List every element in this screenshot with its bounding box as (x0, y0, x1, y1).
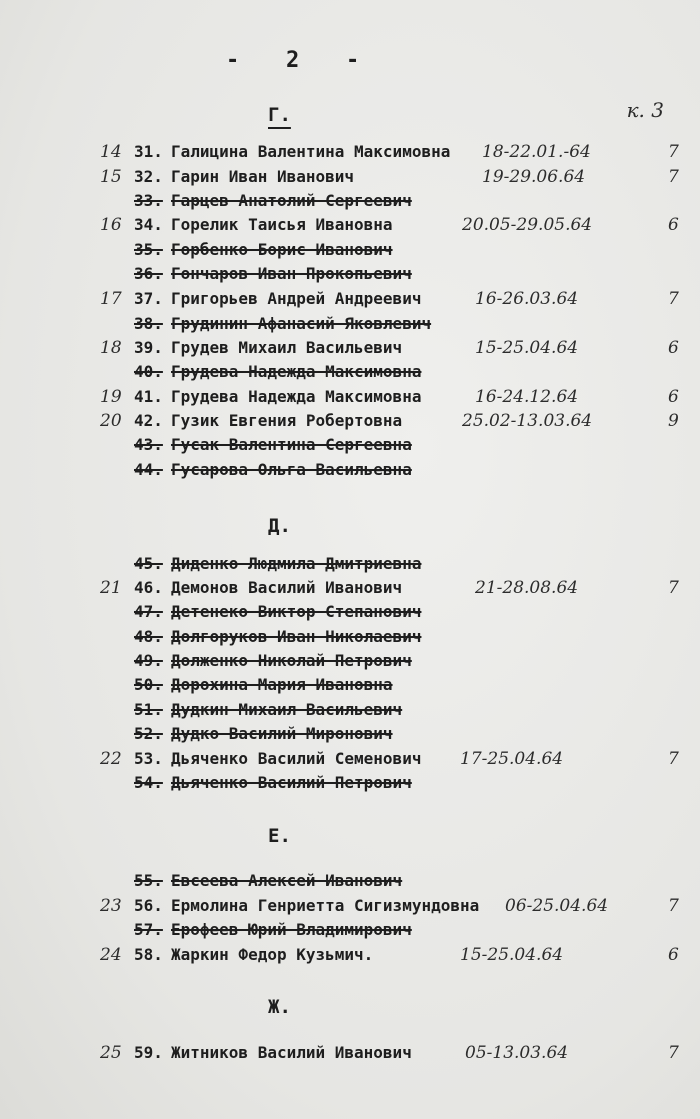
entry-name: Гузик Евгения Робертовна (171, 411, 403, 430)
entry-name: Горбенко Борис Иванович (171, 240, 393, 259)
section-heading-e: Е. (268, 825, 291, 847)
entry-dates: 16-26.03.64 (475, 289, 579, 309)
list-item (0, 627, 700, 651)
entry-number: 51. (134, 700, 163, 719)
header-dash-right: - (346, 48, 360, 73)
entry-days: 7 (668, 167, 679, 187)
entry-days: 7 (668, 896, 679, 916)
entry-dates: 15-25.04.64 (475, 338, 579, 358)
entry-index: 15 (100, 167, 122, 187)
list-item (0, 289, 700, 313)
entry-number: 32. (134, 167, 163, 186)
entry-dates: 17-25.04.64 (460, 749, 564, 769)
header-dash-left: - (226, 48, 240, 73)
entry-name: Галицина Валентина Максимовна (171, 142, 451, 161)
entry-index: 14 (100, 142, 122, 162)
entry-name: Грудинин Афанасий Яковлевич (171, 314, 432, 333)
entry-number: 43. (134, 435, 163, 454)
list-item (0, 142, 700, 166)
list-item (0, 896, 700, 920)
entry-days: 7 (668, 289, 679, 309)
entry-number: 47. (134, 602, 163, 621)
entry-number: 56. (134, 896, 163, 915)
entry-name: Ермолина Генриетта Сигизмундовна (171, 896, 480, 915)
list-item (0, 675, 700, 699)
entry-number: 52. (134, 724, 163, 743)
entry-number: 35. (134, 240, 163, 259)
list-item (0, 314, 700, 338)
entry-index: 22 (100, 749, 122, 769)
entry-name: Евсеева Алексей Иванович (171, 871, 403, 890)
entry-name: Гусак Валентина Сергеевна (171, 435, 412, 454)
list-item (0, 749, 700, 773)
entry-number: 45. (134, 554, 163, 573)
list-item (0, 700, 700, 724)
entry-name: Дьяченко Василий Петрович (171, 773, 412, 792)
entry-index: 17 (100, 289, 122, 309)
list-item (0, 191, 700, 215)
entry-name: Диденко Людмила Дмитриевна (171, 554, 422, 573)
entry-dates: 05-13.03.64 (465, 1043, 569, 1063)
entry-dates: 06-25.04.64 (505, 896, 609, 916)
list-item (0, 240, 700, 264)
entry-name: Гарцев Анатолий Сергеевич (171, 191, 412, 210)
entry-index: 25 (100, 1043, 122, 1063)
list-item (0, 167, 700, 191)
entry-index: 24 (100, 945, 122, 965)
entry-name: Дорохина Мария Ивановна (171, 675, 393, 694)
entry-name: Горелик Таисья Ивановна (171, 215, 393, 234)
entry-number: 42. (134, 411, 163, 430)
entry-days: 6 (668, 215, 679, 235)
section-heading-d: Д. (268, 515, 291, 537)
entry-name: Детенеко Виктор Степанович (171, 602, 422, 621)
entry-number: 36. (134, 264, 163, 283)
list-item (0, 411, 700, 435)
entry-name: Гарин Иван Иванович (171, 167, 355, 186)
entry-days: 6 (668, 387, 679, 407)
list-item (0, 773, 700, 797)
entry-dates: 25.02-13.03.64 (462, 411, 593, 431)
list-item (0, 460, 700, 484)
entry-index: 18 (100, 338, 122, 358)
sheet-note: к. 3 (626, 98, 664, 122)
entry-days: 7 (668, 578, 679, 598)
list-item (0, 1043, 700, 1067)
entry-number: 59. (134, 1043, 163, 1062)
entry-number: 39. (134, 338, 163, 357)
entry-name: Грудева Надежда Максимовна (171, 387, 422, 406)
entry-dates: 16-24.12.64 (475, 387, 579, 407)
entry-index: 20 (100, 411, 122, 431)
entry-name: Дудко Василий Миронович (171, 724, 393, 743)
list-item (0, 871, 700, 895)
entry-number: 33. (134, 191, 163, 210)
entry-index: 23 (100, 896, 122, 916)
list-item (0, 554, 700, 578)
entry-name: Житников Василий Иванович (171, 1043, 412, 1062)
list-item (0, 920, 700, 944)
entry-name: Ерофеев Юрий Владимирович (171, 920, 412, 939)
entry-dates: 15-25.04.64 (460, 945, 564, 965)
list-item (0, 387, 700, 411)
entry-number: 41. (134, 387, 163, 406)
entry-name: Жаркин Федор Кузьмич. (171, 945, 374, 964)
list-item (0, 945, 700, 969)
section-heading-zh: Ж. (268, 996, 291, 1018)
page-number: 2 (286, 48, 300, 73)
entry-name: Долгоруков Иван Николаевич (171, 627, 422, 646)
entry-number: 57. (134, 920, 163, 939)
entry-name: Гусарова Ольга Васильевна (171, 460, 412, 479)
entry-days: 7 (668, 142, 679, 162)
entry-name: Дьяченко Василий Семенович (171, 749, 422, 768)
entry-name: Демонов Василий Иванович (171, 578, 403, 597)
entry-days: 6 (668, 945, 679, 965)
list-item (0, 338, 700, 362)
entry-index: 21 (100, 578, 122, 598)
section-heading-g: Г. (268, 104, 291, 126)
entry-number: 46. (134, 578, 163, 597)
entry-number: 58. (134, 945, 163, 964)
entry-number: 49. (134, 651, 163, 670)
list-item (0, 435, 700, 459)
entry-name: Дудкин Михаил Васильевич (171, 700, 403, 719)
entry-name: Грудев Михаил Васильевич (171, 338, 403, 357)
list-item (0, 578, 700, 602)
list-item (0, 362, 700, 386)
list-item (0, 724, 700, 748)
entry-number: 55. (134, 871, 163, 890)
entry-number: 50. (134, 675, 163, 694)
entry-days: 9 (668, 411, 679, 431)
entry-index: 16 (100, 215, 122, 235)
list-item (0, 215, 700, 239)
list-item (0, 264, 700, 288)
entry-number: 38. (134, 314, 163, 333)
list-item (0, 602, 700, 626)
entry-index: 19 (100, 387, 122, 407)
entry-days: 6 (668, 338, 679, 358)
list-item (0, 651, 700, 675)
entry-days: 7 (668, 749, 679, 769)
entry-name: Грудева Надежда Максимовна (171, 362, 422, 381)
entry-name: Долженко Николай Петрович (171, 651, 412, 670)
entry-days: 7 (668, 1043, 679, 1063)
entry-number: 53. (134, 749, 163, 768)
entry-dates: 21-28.08.64 (475, 578, 579, 598)
entry-number: 40. (134, 362, 163, 381)
page-header (0, 48, 700, 78)
entry-number: 34. (134, 215, 163, 234)
entry-dates: 20.05-29.05.64 (462, 215, 593, 235)
entry-name: Григорьев Андрей Андреевич (171, 289, 422, 308)
entry-number: 31. (134, 142, 163, 161)
entry-number: 44. (134, 460, 163, 479)
entry-dates: 18-22.01.-64 (482, 142, 591, 162)
entry-dates: 19-29.06.64 (482, 167, 586, 187)
entry-number: 48. (134, 627, 163, 646)
entry-name: Гончаров Иван Прокопьевич (171, 264, 412, 283)
entry-number: 54. (134, 773, 163, 792)
entry-number: 37. (134, 289, 163, 308)
